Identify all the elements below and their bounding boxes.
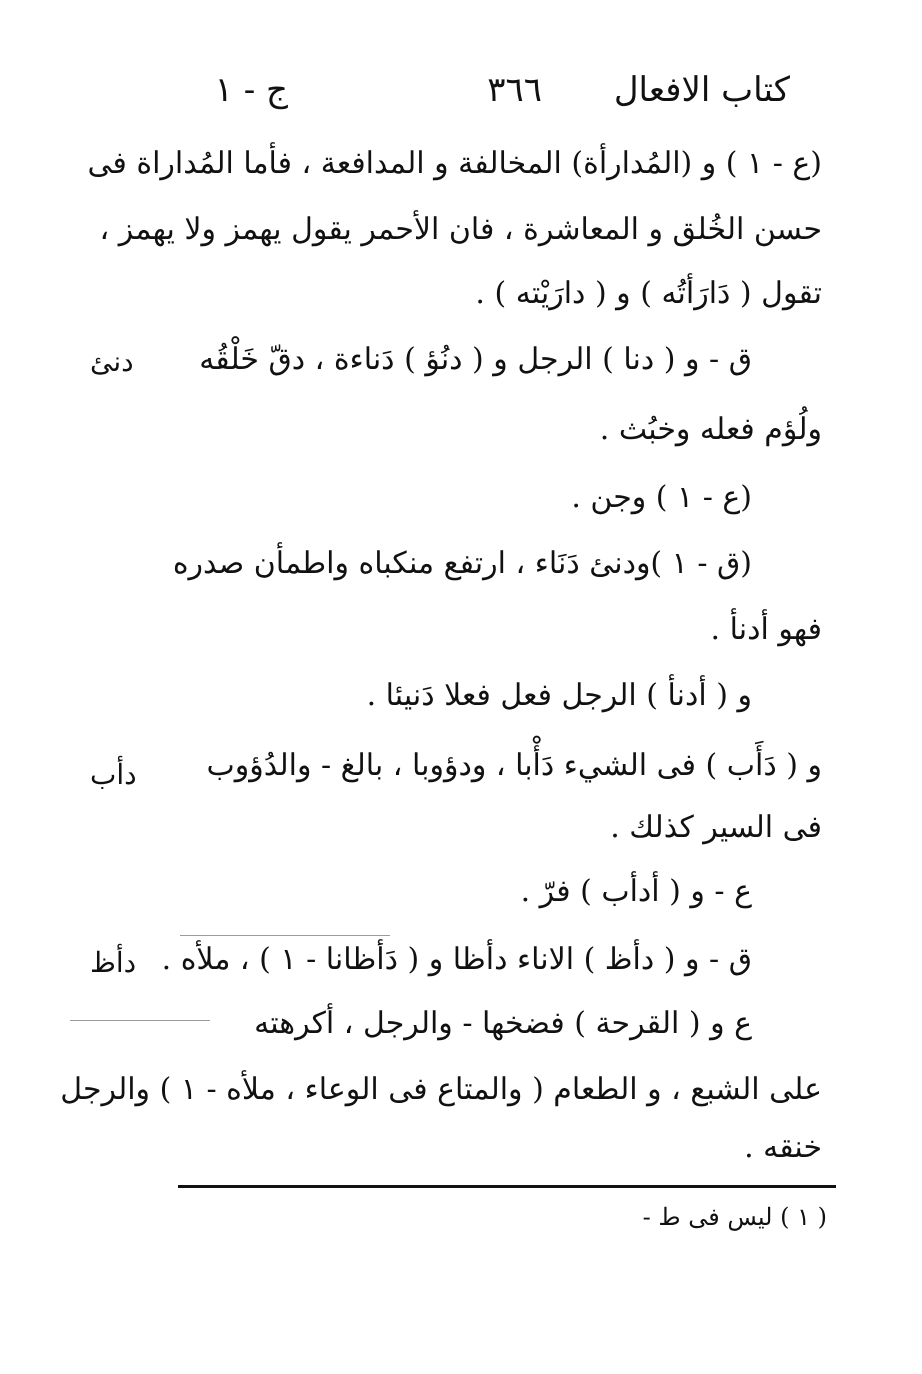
text-line: ولُؤم فعله وخبُث . [599,412,822,447]
footnote: ( ١ ) ليس فى ط - [642,1203,827,1231]
text-line: فهو أدنأ . [710,612,822,647]
text-line: ع - و ( أدأب ) فرّ . [520,874,752,909]
margin-headword: دأظ [90,946,137,979]
volume-number: ج - ١ [214,70,288,110]
scan-mark [180,935,390,936]
text-line: (ق - ١ )ودنئ دَنَاء ، ارتفع منكباه واطمأن صدره [172,546,752,581]
footnote-rule [178,1185,836,1188]
page-number: ٣٦٦ [487,70,542,110]
page-header [200,70,790,130]
text-line: (ع - ١ ) وجن . [571,480,752,515]
text-line: خنقه . [744,1130,822,1165]
text-line: ق - و ( دنا ) الرجل و ( دنُؤ ) دَناءة ، دقّ خَلْقُه [199,342,752,377]
text-line: و ( دَأَب ) فى الشيء دَأْبا ، ودؤوبا ، بالغ - والدُؤوب [206,748,822,783]
text-line: تقول ( دَارَأتُه ) و ( دارَيْته ) . [475,276,822,311]
text-line: و ( أدنأ ) الرجل فعل فعلا دَنيئا . [366,678,752,713]
margin-headword: دأب [90,758,137,791]
text-line: على الشبع ، و الطعام ( والمتاع فى الوعاء ، ملأه - ١ ) والرجل [60,1072,822,1107]
scan-mark [70,1020,210,1021]
text-line: (ع - ١ ) و (المُدارأة) المخالفة و المدافعة ، فأما المُداراة فى [87,146,822,181]
book-title: كتاب الافعال [613,70,790,110]
text-line: ع و ( القرحة ) فضخها - والرجل ، أكرهته [254,1006,752,1041]
text-line: فى السير كذلك . [610,810,822,845]
margin-headword: دنئ [90,345,134,378]
text-line: ق - و ( دأظ ) الاناء دأظا و ( دَأظانا - ١ ) ، ملأه . [161,942,752,977]
text-line: حسن الخُلق و المعاشرة ، فان الأحمر يقول يهمز ولا يهمز ، [99,212,822,247]
